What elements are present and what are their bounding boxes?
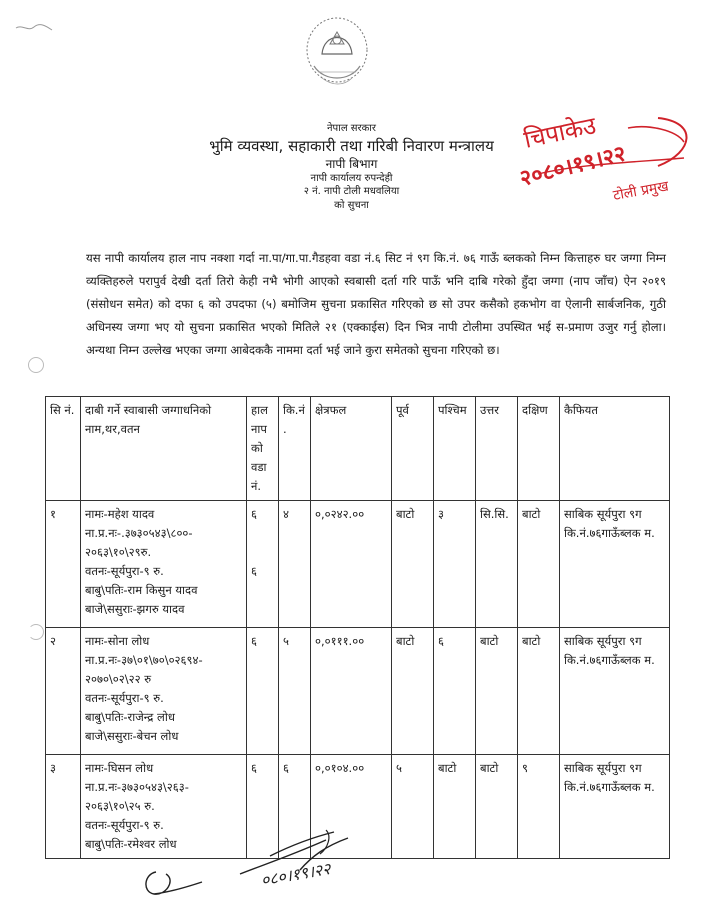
header-area: क्षेत्रफल — [311, 397, 392, 501]
punch-hole-mark-lower — [28, 624, 44, 640]
citizenship-no: ना.प्र.नः-३७३०५४३\२६३- — [85, 780, 189, 794]
handwritten-signature-right — [230, 826, 360, 896]
corner-mark-icon — [14, 22, 54, 36]
cell-claimant — [81, 755, 247, 859]
cell-north: सि.सि. — [476, 501, 518, 628]
cell-west: बाटो — [434, 755, 476, 859]
cell-sn: २ — [46, 628, 81, 755]
cell-south: बाटो — [518, 501, 560, 628]
header-remarks: कैफियत — [560, 397, 670, 501]
table-row — [46, 628, 670, 755]
claimant-address: वतनः-सूर्यपुरा-९ रु. — [85, 691, 164, 705]
header-sn: सि नं. — [46, 397, 81, 501]
cell-sn: १ — [46, 501, 81, 628]
header-plot: कि.नं . — [279, 397, 311, 501]
claimant-father: बाबु\पतिः-रमेश्वर लोध — [85, 837, 177, 851]
claimant-address: वतनः-सूर्यपुरा-९ रु. — [85, 564, 164, 578]
citizenship-date: २०६३\१०\२५ रु. — [85, 799, 155, 813]
cell-area: ०,०२४२.०० — [311, 501, 392, 628]
office-name: नापी कार्यालय रुपन्देही — [310, 172, 393, 184]
stamp-line-3: टोली प्रमुख — [611, 178, 670, 204]
ward-value-secondary: ६ — [251, 564, 257, 578]
handwritten-signature-left — [136, 862, 208, 906]
nepal-government-emblem-icon — [300, 14, 374, 92]
cell-east: ५ — [392, 755, 434, 859]
team-name: २ नं. नापी टोली मधवलिया — [303, 186, 400, 198]
department-name: नापी बिभाग — [325, 156, 378, 171]
claimant-father: बाबु\पतिः-राजेन्द्र लोध — [85, 710, 175, 724]
cell-south: ९ — [518, 755, 560, 859]
cell-remarks: साबिक सूर्यपुरा ९ग कि.नं.७६गाऊँब्लक म. — [560, 628, 670, 755]
cell-remarks: साबिक सूर्यपुरा ९ग कि.नं.७६गाऊँब्लक म. — [560, 501, 670, 628]
punch-hole-mark — [28, 357, 44, 373]
cell-north: बाटो — [476, 628, 518, 755]
cell-east: बाटो — [392, 628, 434, 755]
cell-east: बाटो — [392, 501, 434, 628]
cell-ward — [247, 501, 279, 628]
claimant-land-table — [45, 396, 670, 859]
cell-plot: ४ — [279, 501, 311, 628]
cell-plot: ६ — [279, 755, 311, 859]
claimant-father: बाबु\पतिः-राम किसुन यादव — [85, 583, 198, 597]
table-header-row — [46, 397, 670, 501]
claimant-name: नामः-घिसन लोध — [85, 761, 154, 775]
cell-west: ३ — [434, 501, 476, 628]
stamp-line-2: २०८०।१९।२२ — [517, 141, 629, 192]
cell-ward: ६ — [247, 628, 279, 755]
header-west: पश्चिम — [434, 397, 476, 501]
citizenship-no: ना.प्र.नः-३७\०१\७०\०२६९४- — [85, 653, 203, 667]
signature-date: ०८०।१९।२२ — [259, 859, 333, 890]
table-row — [46, 501, 670, 628]
citizenship-date: २०६३\१०\२९रु. — [85, 545, 152, 559]
cell-north: बाटो — [476, 755, 518, 859]
stamp-line-1: चिपाकेउ — [521, 111, 599, 154]
header-east: पूर्व — [392, 397, 434, 501]
claimant-grandfather: बाजे\ससुराः-झगरु यादव — [85, 602, 185, 616]
cell-claimant — [81, 628, 247, 755]
header-south: दक्षिण — [518, 397, 560, 501]
header-north: उत्तर — [476, 397, 518, 501]
cell-claimant — [81, 501, 247, 628]
notice-body-paragraph: यस नापी कार्यालय हाल नाप नक्शा गर्दा ना.पा/गा.पा.गैडहवा वडा नं.६ सिट नं ९ग कि.नं. ७६ गाऊँ ब्लकको निम्न कित्ताहरु घर जग्गा निम्न व्यक्तिहरुले परापुर्व देखी दर्ता तिरो केही नभै भोगी आएको स्वबासी दर्ता गरि पाऊँ भनि दाबि गरेको हुँदा जग्गा (नाप जाँच) ऐन २०१९ (संसोधन समेत) को दफा ६ को उपदफा (५) बमोजिम सुचना प्रकासित गरिएको छ सो उपर कसैको हकभोग वा ऐलानी सार्बजनिक, गुठी अधिनस्य जग्गा भए यो सुचना प्रकासित भएको मितिले २१ (एक्काईस) दिन भित्र नापी टोलीमा उपस्थित भई स-प्रमाण उजुर गर्नु होला। अन्यथा निम्न उल्लेख भएका जग्गा आबेदककै नाममा दर्ता भई जाने कुरा समेतको सुचना गरिएको छ। — [86, 251, 666, 357]
citizenship-no: ना.प्र.नः-.३७३०५४३\८००- — [85, 526, 193, 540]
cell-south: बाटो — [518, 628, 560, 755]
header-claimant: दाबी गर्ने स्वाबासी जग्गाधनिको नाम,थर,वतन — [81, 397, 247, 501]
header-ward: हाल नाप को वडा नं. — [247, 397, 279, 501]
ward-value: ६ — [251, 507, 257, 521]
cell-area: ०,०१०४.०० — [311, 755, 392, 859]
notice-heading: को सुचना — [334, 199, 369, 211]
ministry-name: भुमि व्यवस्था, सहाकारी तथा गरिबी निवारण मन्त्रालय — [209, 136, 494, 155]
cell-area: ०,०१११.०० — [311, 628, 392, 755]
claimant-grandfather: बाजे\ससुराः-बेचन लोध — [85, 729, 179, 743]
claimant-name: नामः-महेश यादव — [85, 507, 155, 521]
claimant-address: वतनः-सूर्यपुरा-९ रु. — [85, 818, 164, 832]
cell-west: ६ — [434, 628, 476, 755]
cell-remarks: साबिक सूर्यपुरा ९ग कि.नं.७६गाऊँब्लक म. — [560, 755, 670, 859]
government-name: नेपाल सरकार — [327, 123, 376, 134]
cell-ward: ६ — [247, 755, 279, 859]
citizenship-date: २०७०\०२\२२ रु — [85, 672, 152, 686]
official-red-signature-stamp — [508, 108, 703, 208]
cell-sn: ३ — [46, 755, 81, 859]
claimant-name: नामः-सोना लोध — [85, 634, 150, 648]
cell-plot: ५ — [279, 628, 311, 755]
